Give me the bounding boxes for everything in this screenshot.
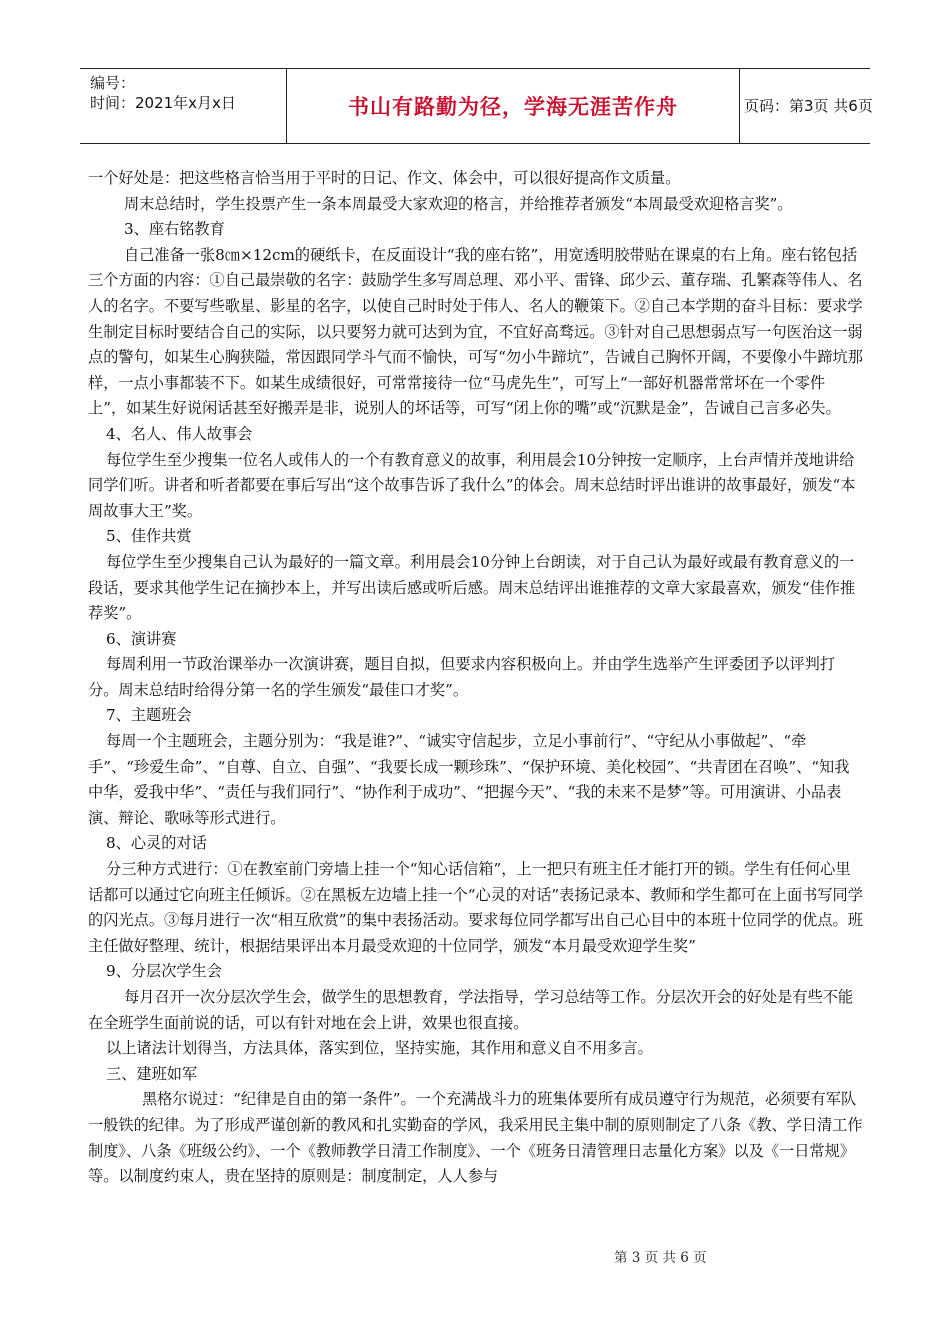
body-paragraph: 每位学生至少搜集一位名人或伟人的一个有教育意义的故事，利用晨会10分钟按一定顺序，上台声情并茂地讲给同学们听。讲者和听者都要在事后写出“这个故事告诉了我什么”的体会。周末总结时评出谁讲的故事最好，颁发“本周故事大王”奖。 (88, 450, 856, 520)
section-heading: 4、名人、伟人故事会 (106, 424, 253, 443)
body-paragraph: 每周一个主题班会，主题分别为：“我是谁?”、“诚实守信起步，立足小事前行”、“守纪从小事做起”、“牵手”、“珍爱生命”、“自尊、自立、自强”、“我要长成一颗珍珠”、“保护环境、美化校园”、“共青团在召唤”、“知我中华，爱我中华”、“责任与我们同行”、“协作利于成功”、“把握今天”、“我的未来不是梦”等。可用演讲、小品表演、辩论、歌咏等形式进行。 (88, 732, 850, 827)
section-heading: 8、心灵的对话 (106, 834, 207, 853)
body-paragraph: 每周利用一节政治课举办一次演讲赛，题目自拟，但要求内容积极向上。并由学生选举产生评委团予以评判打分。周末总结时给得分第一名的学生颁发“最佳口才奖”。 (88, 655, 835, 699)
header-motto-cell (286, 69, 740, 143)
section-heading: 9、分层次学生会 (106, 962, 222, 981)
page-header (80, 68, 873, 144)
document-body (88, 166, 863, 1190)
header-motto: 书山有路勤为径，学海无涯苦作舟 (348, 95, 678, 119)
body-paragraph: 黑格尔说过：“纪律是自由的第一条件”。一个充满战斗力的班集体要所有成员遵守行为规范，必须要有军队一般铁的纪律。为了形成严谨创新的教风和扎实勤奋的学风，我采用民主集中制的原则制定了八条《教、学日清工作制度》、八条《班级公约》、一个《教师教学日清工作制度》、一个《班务日清管理日志量化方案》以及《一日常规》等。以制度约束人，贵在坚持的原则是：制度制定，人人参与 (88, 1090, 863, 1186)
section-heading: 6、演讲赛 (106, 629, 177, 648)
document-number-label: 编号： (90, 74, 136, 92)
section-heading: 3、座右铭教育 (124, 220, 225, 239)
body-paragraph: 自己准备一张8㎝×12cm的硬纸卡，在反面设计“我的座右铭”，用宽透明胶带贴在课桌的右上角。座右铭包括三个方面的内容：①自己最崇敬的名字：鼓励学生多写周总理、邓小平、雷锋、邱少云、董存瑞、孔繁森等伟人、名人的名字。不要写些歌星、影星的名字，以使自己时时处于伟人、名人的鞭策下。②自己本学期的奋斗目标：要求学生制定目标时要结合自己的实际，以只要努力就可达到为宜，不宜好高骛远。③针对自己思想弱点写一句医治这一弱点的警句，如某生心胸狭隘，常因跟同学斗气而不愉快，可写“勿小牛蹄坑”，告诫自己胸怀开阔，不要像小牛蹄坑那样，一点小事都装不下。如某生成绩很好，可常常接待一位“马虎先生”，可写上“一部好机器常常坏在一个零件上”，如某生好说闲话甚至好搬弄是非，说别人的坏话等，可写“闭上你的嘴”或“沉默是金”，告诫自己言多必失。 (88, 245, 863, 418)
body-paragraph: 每月召开一次分层次学生会，做学生的思想教育，学法指导，学习总结等工作。分层次开会的好处是有些不能在全班学生面前说的话，可以有针对地在会上讲，效果也很直接。 (88, 988, 853, 1032)
section-heading: 三、建班如军 (106, 1064, 198, 1083)
header-meta-cell (80, 69, 286, 143)
page-footer: 第 3 页 共 6 页 (614, 1250, 707, 1266)
header-page-cell (738, 69, 873, 143)
body-paragraph: 周末总结时，学生投票产生一条本周最受大家欢迎的格言，并给推荐者颁发“本周最受欢迎格言奖”。 (124, 194, 793, 213)
section-heading: 7、主题班会 (106, 706, 192, 725)
header-page-number: 页码：第3页 共6页 (744, 97, 873, 115)
document-time-label: 时间：2021年x月x日 (90, 94, 236, 112)
body-paragraph: 一个好处是：把这些格言恰当用于平时的日记、作文、体会中，可以很好提高作文质量。 (88, 169, 681, 187)
section-heading: 5、佳作共赏 (106, 527, 192, 546)
body-paragraph: 每位学生至少搜集自己认为最好的一篇文章。利用晨会10分钟上台朗读，对于自己认为最好或最有教育意义的一段话，要求其他学生记在摘抄本上，并写出读后感或听后感。周末总结评出谁推荐的文章大家最喜欢，颁发“佳作推荐奖”。 (88, 552, 856, 623)
body-paragraph: 以上诸法计划得当，方法具体，落实到位，坚持实施，其作用和意义自不用多言。 (106, 1039, 653, 1058)
body-paragraph: 分三种方式进行：①在教室前门旁墙上挂一个“知心话信箱”，上一把只有班主任才能打开的锁。学生有任何心里话都可以通过它向班主任倾诉。②在黑板左边墙上挂一个“心灵的对话”表扬记录本、教师和学生都可在上面书写同学的闪光点。③每月进行一次“相互欣赏”的集中表扬活动。要求每位同学都写出自己心目中的本班十位同学的优点。班主任做好整理、统计，根据结果评出本月最受欢迎的十位同学，颁发“本月最受欢迎学生奖” (88, 860, 863, 955)
